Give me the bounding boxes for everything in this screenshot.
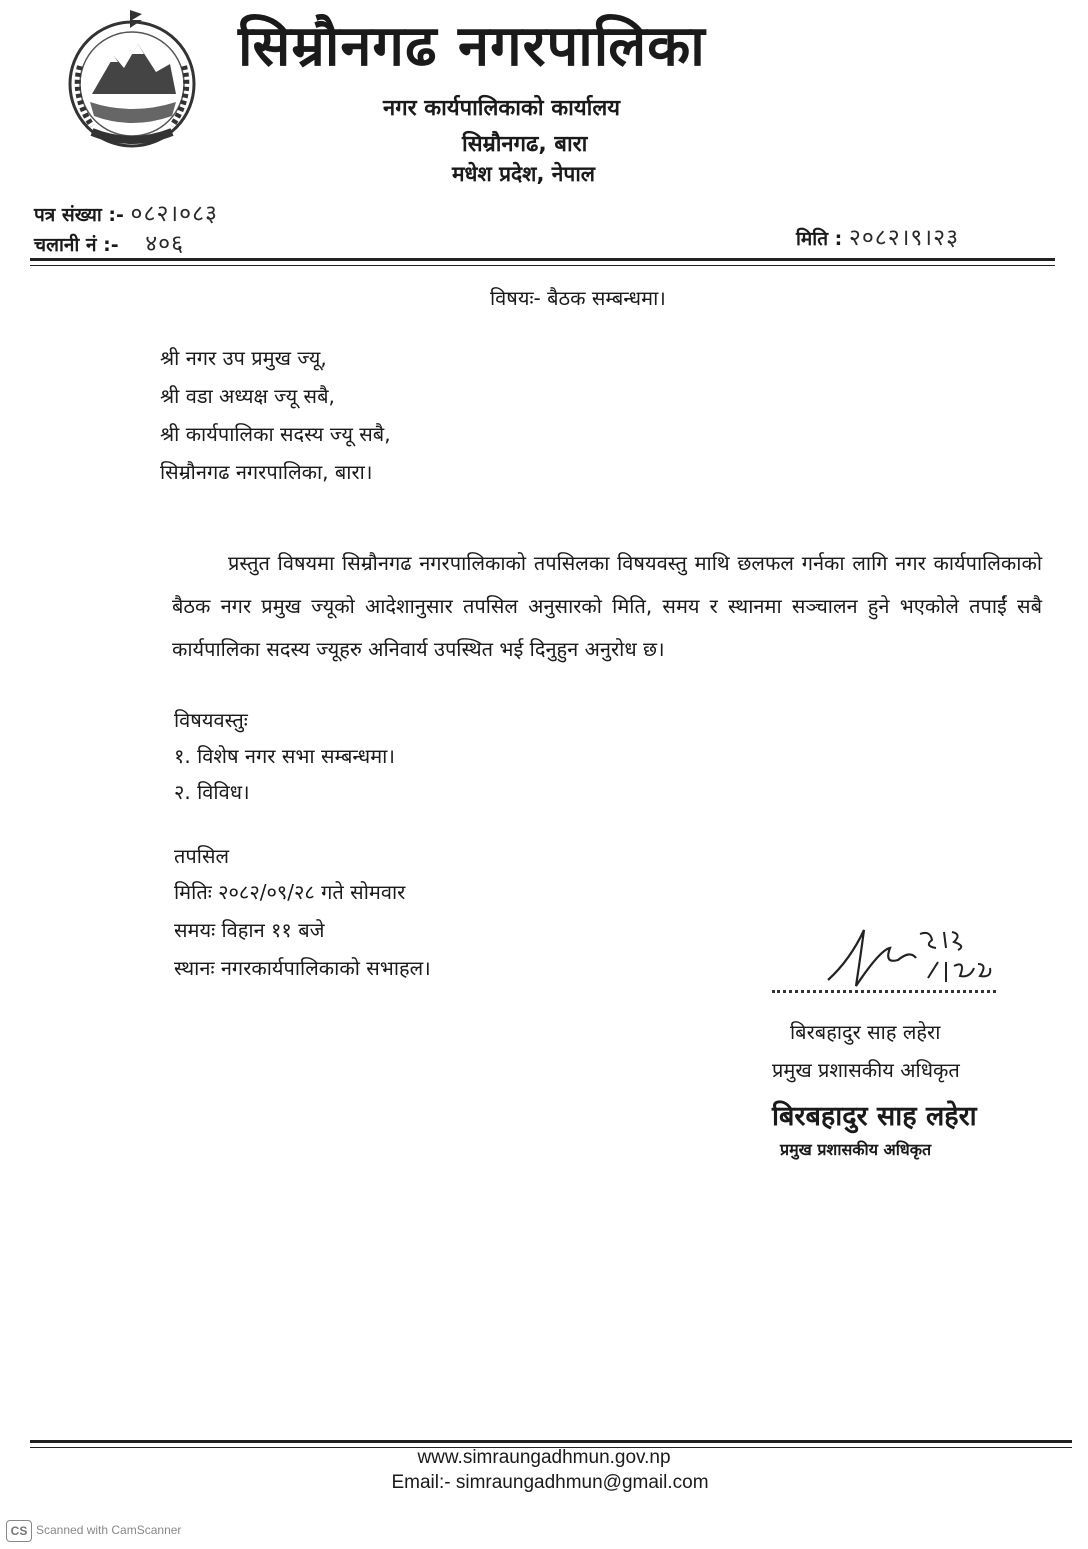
addressee-line: श्री नगर उप प्रमुख ज्यू, (160, 346, 327, 370)
agenda-heading: विषयवस्तुः (174, 708, 248, 732)
patra-sankhya-label: पत्र संख्या :- (34, 204, 124, 226)
scanner-watermark: Scanned with CamScanner (36, 1523, 182, 1537)
camscanner-logo-icon: CS (6, 1520, 32, 1542)
footer-website: www.simraungadhmun.gov.np (417, 1447, 671, 1468)
handwritten-signature (820, 920, 1010, 1000)
patra-sankhya-value: ०८२।०८३ (130, 201, 219, 227)
office-province: मधेश प्रदेश, नेपाल (452, 162, 595, 186)
signatory-name: बिरबहादुर साह लहेरा (790, 1020, 941, 1044)
nepal-emblem-icon (52, 6, 212, 156)
office-location: सिम्रौनगढ, बारा (462, 132, 588, 157)
stamp-name: बिरबहादुर साह लहेरा (772, 1101, 977, 1132)
signature-line (772, 990, 996, 993)
organization-name: सिम्रौनगढ नगरपालिका (238, 14, 706, 79)
addressee-line: श्री कार्यपालिका सदस्य ज्यू सबै, (160, 422, 391, 446)
schedule-place: स्थानः नगरकार्यपालिकाको सभाहल। (174, 956, 431, 980)
letter-subject: विषयः- बैठक सम्बन्धमा। (490, 286, 666, 310)
agenda-item: १. विशेष नगर सभा सम्बन्धमा। (174, 744, 395, 768)
schedule-date: मितिः २०८२/०९/२८ गते सोमवार (174, 880, 406, 904)
letter-date-value: २०८२।९।२३ (848, 225, 960, 251)
chalani-number-value: ४०६ (145, 231, 185, 257)
letter-date (796, 220, 959, 252)
patra-sankhya (34, 196, 218, 228)
header-divider (30, 258, 1055, 266)
stamp-title: प्रमुख प्रशासकीय अधिकृत (780, 1140, 932, 1159)
schedule-heading: तपसिल (174, 844, 230, 868)
letter-date-label: मिति : (796, 228, 843, 250)
signatory-title: प्रमुख प्रशासकीय अधिकृत (772, 1058, 960, 1082)
footer-email: Email:- simraungadhmun@gmail.com (391, 1472, 709, 1493)
agenda-item: २. विविध। (174, 780, 250, 804)
addressee-line: श्री वडा अध्यक्ष ज्यू सबै, (160, 384, 335, 408)
chalani-number (34, 226, 184, 258)
chalani-number-label: चलानी नं :- (34, 234, 119, 256)
letter-body: प्रस्तुत विषयमा सिम्रौनगढ नगरपालिकाको तपसिलका विषयवस्तु माथि छलफल गर्नका लागि नगर कार्यपालिकाको बैठक नगर प्रमुख ज्यूको आदेशानुसार तपसिल अनुसारको मिति, समय र स्थानमा सञ्चालन हुने भएकोले तपाईं सबै कार्यपालिका सदस्य ज्यूहरु अनिवार्य उपस्थित भई दिनुहुन अनुरोध छ। (172, 551, 1042, 661)
office-name: नगर कार्यपालिकाको कार्यालय (383, 96, 620, 121)
schedule-time: समयः विहान ११ बजे (174, 918, 325, 942)
addressee-line: सिम्रौनगढ नगरपालिका, बारा। (160, 460, 373, 484)
